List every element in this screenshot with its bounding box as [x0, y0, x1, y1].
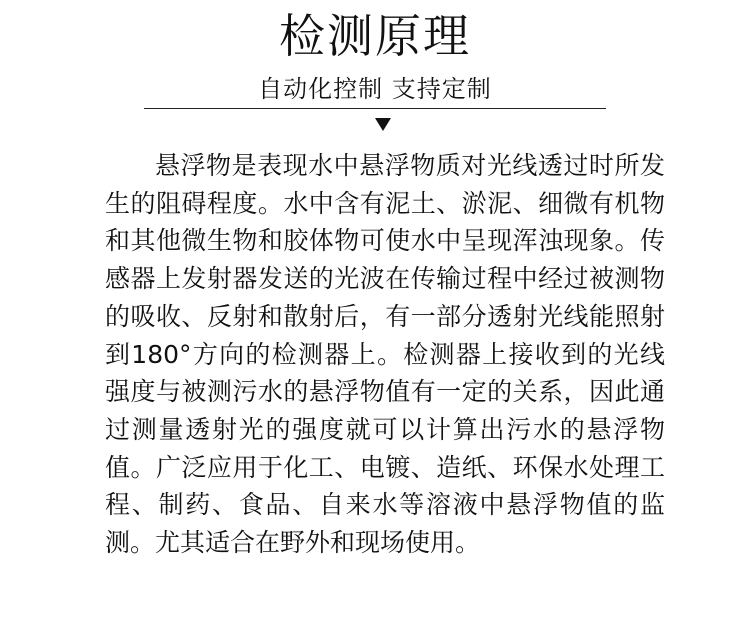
- description-paragraph: 悬浮物是表现水中悬浮物质对光线透过时所发生的阻碍程度。水中含有泥土、淤泥、细微有机物和其他微生物和胶体物可使水中呈现浑浊现象。传感器上发射器发送的光波在传输过程中经过被测物的吸收、反射和散射后，有一部分透射光线能照射到180°方向的检测器上。检测器上接收到的光线强度与被测污水的悬浮物值有一定的关系，因此通过测量透射光的强度就可以计算出污水的悬浮物值。广泛应用于化工、电镀、造纸、环保水处理工程、制药、食品、自来水等溶液中悬浮物值的监测。尤其适合在野外和现场使用。: [105, 151, 665, 558]
- page-title: 检测原理: [279, 9, 471, 63]
- divider-line: [144, 108, 606, 109]
- triangle-down-icon: [375, 118, 391, 131]
- page-subtitle: 自动化控制 支持定制: [258, 75, 492, 103]
